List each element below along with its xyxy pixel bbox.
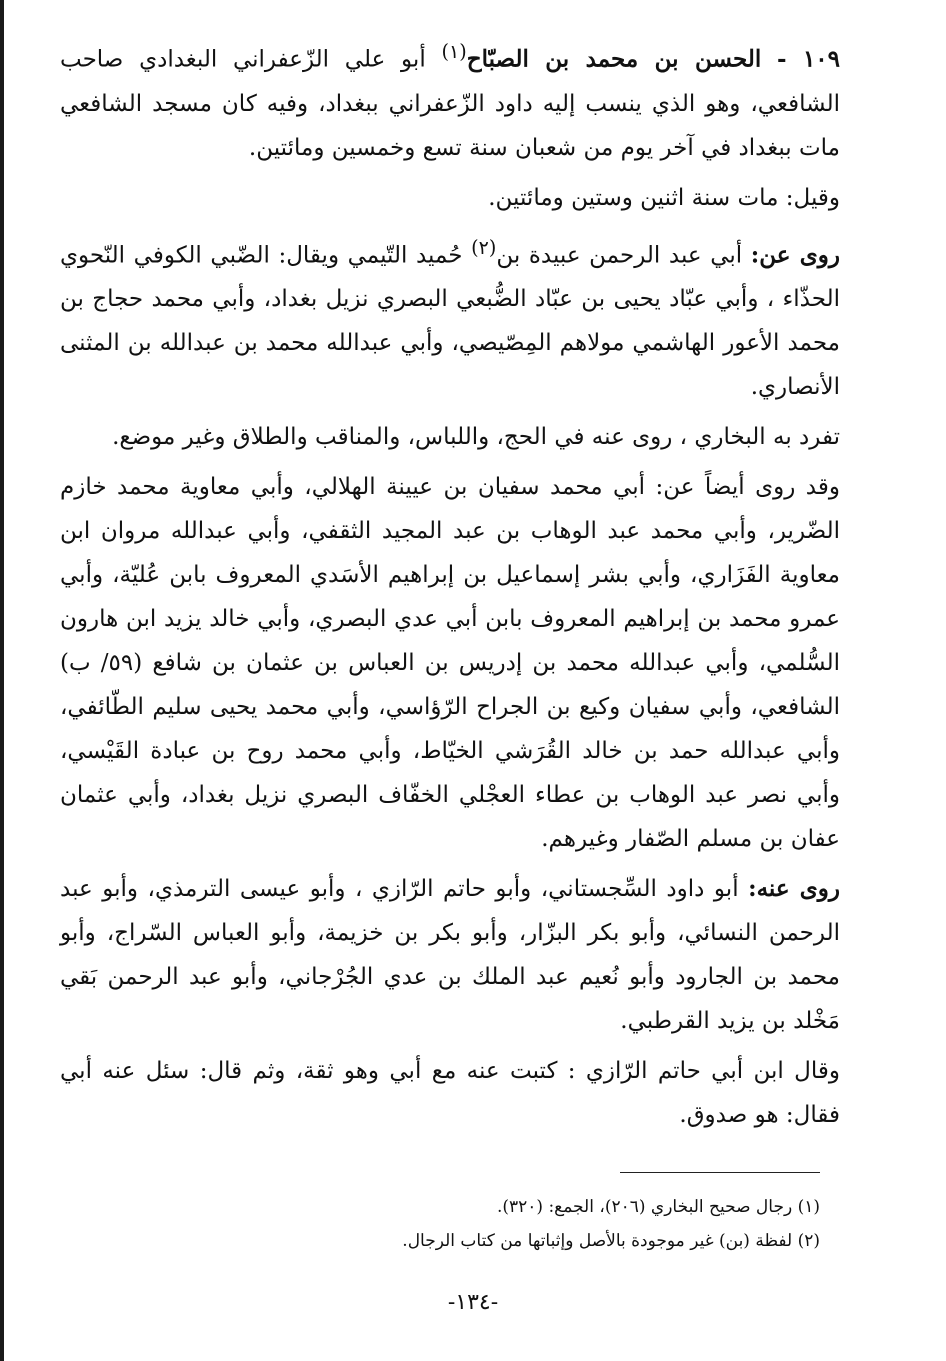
narrated-from-paragraph (60, 226, 840, 410)
scan-edge (0, 0, 4, 1361)
death-alt-text: وقيل: مات سنة اثنين وستين ومائتين. (488, 184, 840, 211)
page-number: -١٣٤- (447, 1290, 499, 1315)
entry-heading: الحسن بن محمد بن الصبّاح (466, 45, 762, 73)
narrated-by-label: روى عنه: (748, 875, 840, 903)
also-narrated-text: وقد روى أيضاً عن: أبي محمد سفيان بن عيينة الهلالي، وأبي معاوية محمد خازم الضّرير، وأبي محمد عبد الوهاب بن عبد المجيد الثقفي، وأبي عبدالله مروان ابن معاوية الفَزَاري، وأبي بشر إسماعيل بن إبراهيم الأسَدي المعروف بابن عُليّة، وأبي عمرو محمد بن إبراهيم المعروف بابن أبي عدي البصري، وأبي خالد يزيد ابن هارون السُّلمي، وأبي عبدالله محمد بن إدريس بن العباس بن عثمان بن شافع (٥٩/ ب) الشافعي، وأبي سفيان وكيع بن الجراح الرّؤاسي، وأبي محمد يحيى سليم الطّائفي، وأبي عبدالله حمد بن خالد القُرَشي الخيّاط، وأبي محمد روح بن عبادة القَيْسي، وأبي نصر عبد الوهاب بن عطاء العجْلي الخفّاف البصري نزيل بغداد، وأبي عثمان عفان بن مسلم الصّفار وغيرهم. (60, 474, 840, 853)
footnote-1: (١) رجال صحيح البخاري (٢٠٦)، الجمع: (٣٢٠). (496, 1197, 820, 1217)
footnote-ref-2: (٢) (471, 235, 497, 259)
narrated-by-text: أبو داود السِّجستاني، وأبو حاتم الرّازي ، وأبو عيسى الترمذي، وأبو عبد الرحمن النسائي، وأبو بكر البزّار، وأبو بكر بن خزيمة، وأبو العباس السّراج، وأبو محمد بن الجارود وأبو نُعيم عبد الملك بن عدي الجُرْجاني، وأبو عبد الرحمن بَقي مَخْلد بن يزيد القرطبي. (60, 876, 840, 1035)
narrated-from-label: روى عن: (750, 241, 840, 269)
narrated-from-text-a: أبي عبد الرحمن عبيدة بن (496, 242, 751, 269)
entry-paragraph (60, 30, 840, 170)
also-narrated-paragraph (60, 465, 840, 861)
footnotes (60, 1190, 820, 1258)
footnote-separator (620, 1172, 820, 1173)
page-body (60, 30, 840, 1143)
bukhari-text: تفرد به البخاري ، روى عنه في الحج، واللباس، والمناقب والطلاق وغير موضع. (112, 424, 840, 451)
bukhari-paragraph (60, 415, 840, 459)
entry-text: أبو علي الزّعفراني البغدادي صاحب الشافعي، وهو الذي ينسب إليه داود الزّعفراني ببغداد، وفيه كان مسجد الشافعي مات ببغداد في آخر يوم من شعبان سنة تسع وخمسين ومائتين. (60, 46, 840, 161)
ibn-abi-hatim-text: وقال ابن أبي حاتم الرّازي : كتبت عنه مع أبي وهو ثقة، وثم قال: سئل عنه أبي فقال: هو صدوق. (60, 1058, 840, 1129)
death-alt-paragraph (60, 176, 840, 220)
footnote-ref-1: (١) (441, 40, 467, 63)
narrated-by-paragraph (60, 867, 840, 1043)
ibn-abi-hatim-paragraph (60, 1049, 840, 1137)
entry-number: ١٠٩ - (776, 45, 841, 73)
footnote-2: (٢) لفظة (بن) غير موجودة بالأصل وإثباتها من كتاب الرجال. (402, 1231, 820, 1251)
narrated-from-text-b: حُميد التّيمي ويقال: الضّبي الكوفي النّحوي الحذّاء ، وأبي عبّاد يحيى بن عبّاد الضُّبعي البصري نزيل بغداد، وأبي محمد حجاج بن محمد الأعور الهاشمي مولاهم المِصّيصي، وأبي عبدالله محمد بن عبدالله بن المثنى الأنصاري. (60, 242, 840, 401)
